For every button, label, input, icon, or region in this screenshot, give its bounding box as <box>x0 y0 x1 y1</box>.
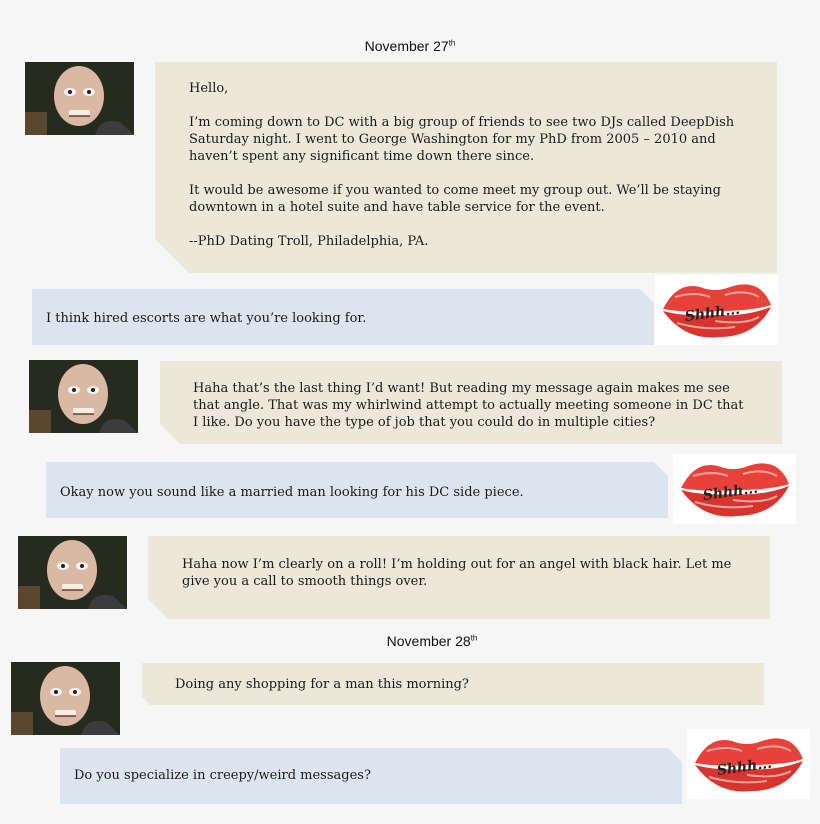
sticker-text: Shhh... <box>715 755 773 780</box>
message-text: Okay now you sound like a married man looking for his DC side piece. <box>60 485 524 500</box>
sender-avatar[interactable] <box>25 62 134 135</box>
sender-avatar[interactable] <box>18 536 127 609</box>
message-text: Do you specialize in creepy/weird messages? <box>74 768 371 783</box>
lips-sticker-avatar[interactable] <box>687 729 810 799</box>
message-paragraph: Hello, <box>189 81 229 96</box>
message-text: Haha that’s the last thing I’d want! But reading my message again makes me see that angle. That was my whirlwind attempt to actually meeting someone in DC that I like. Do you have the type of job that you could do in multiple cities? <box>193 381 744 430</box>
date-suffix: th <box>470 633 478 643</box>
sender-avatar[interactable] <box>11 662 120 735</box>
sticker-text: Shhh... <box>683 301 741 326</box>
message-text: Haha now I’m clearly on a roll! I’m holding out for an angel with black hair. Let me give you a call to smooth things over. <box>182 557 732 589</box>
message-text: Doing any shopping for a man this morning? <box>175 677 469 692</box>
message-bubble-received <box>142 663 764 705</box>
message-paragraph: --PhD Dating Troll, Philadelphia, PA. <box>189 234 429 249</box>
date-label: November 27 <box>364 38 449 54</box>
message-bubble-sent <box>60 748 682 804</box>
lips-sticker-avatar[interactable] <box>673 454 796 524</box>
date-header <box>0 38 820 54</box>
date-label: November 28 <box>386 633 471 649</box>
message-paragraph: It would be awesome if you wanted to come meet my group out. We’ll be staying downtown in a hotel suite and have table service for the event. <box>189 183 721 215</box>
message-text: I think hired escorts are what you’re looking for. <box>46 311 367 326</box>
message-bubble-sent <box>46 462 668 518</box>
message-bubble-received <box>148 536 770 619</box>
message-bubble-received <box>155 62 777 273</box>
message-bubble-received <box>160 361 782 444</box>
message-bubble-sent <box>32 289 654 345</box>
lips-sticker-avatar[interactable] <box>655 275 778 345</box>
sender-avatar[interactable] <box>29 360 138 433</box>
date-header <box>22 633 820 649</box>
message-paragraph: I’m coming down to DC with a big group of friends to see two DJs called DeepDish Saturday night. I went to George Washington for my PhD from 2005 – 2010 and haven’t spent any significant time down there since. <box>189 115 735 164</box>
date-suffix: th <box>448 38 456 48</box>
sticker-text: Shhh... <box>701 480 759 505</box>
